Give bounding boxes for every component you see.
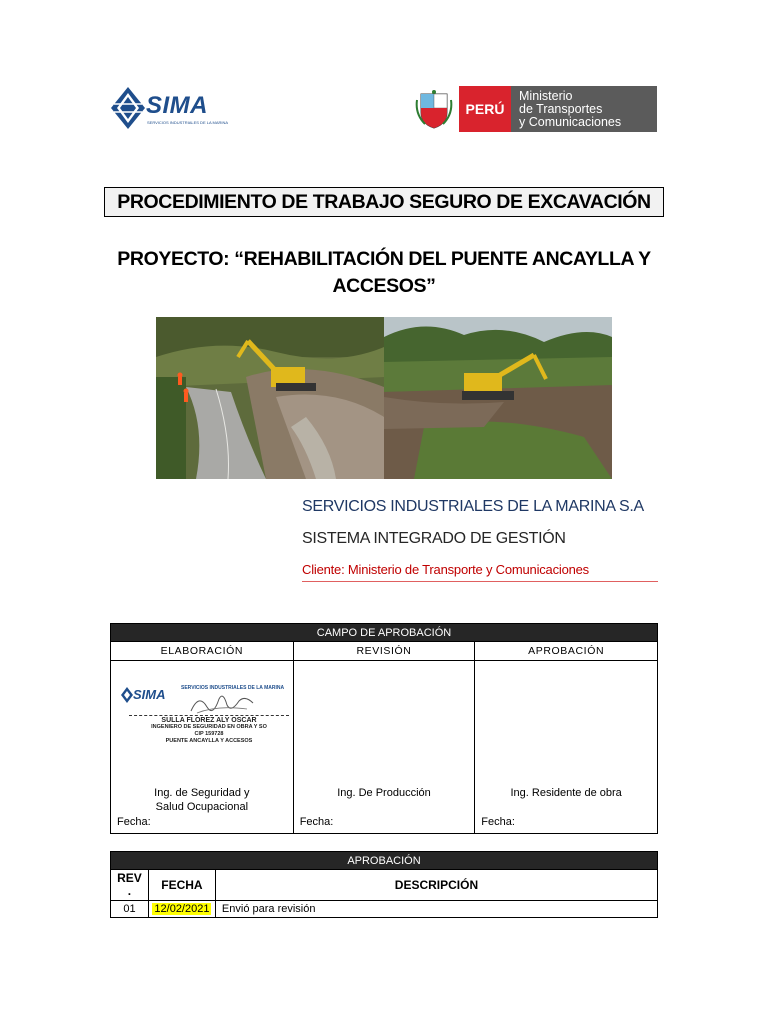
signature-cell-elaboracion [111, 661, 294, 834]
column-rev: REV . [111, 870, 149, 901]
handwritten-signature-icon [187, 691, 257, 717]
column-aprobacion: APROBACIÓN [475, 642, 658, 661]
project-title-line-1: PROYECTO: “REHABILITACIÓN DEL PUENTE ANCAYLLA Y [117, 248, 651, 270]
approval-field-table [110, 623, 658, 834]
sima-logo-subtitle: SERVICIOS INDUSTRIALES DE LA MARINA [147, 120, 229, 125]
project-title-line-2: ACCESOS” [332, 275, 436, 297]
column-fecha: FECHA [148, 870, 215, 901]
fecha-label-aprobacion: Fecha: [481, 816, 515, 828]
excavation-photo-field [384, 317, 612, 479]
sima-logo-text: SIMA [146, 92, 208, 119]
ministry-line-1: Ministerio [519, 89, 573, 103]
ministry-name [511, 86, 657, 132]
role-revision: Ing. De Producción [337, 787, 431, 799]
column-revision: REVISIÓN [293, 642, 475, 661]
approval-log-table [110, 851, 658, 918]
stamp-text [129, 717, 289, 745]
table-row [111, 901, 658, 918]
signature-cell-aprobacion [475, 661, 658, 834]
peru-label: PERÚ [459, 86, 511, 132]
column-elaboracion: ELABORACIÓN [111, 642, 294, 661]
fecha-label-revision: Fecha: [299, 816, 334, 828]
row-fecha-value: 12/02/2021 [154, 903, 210, 915]
document-header [110, 82, 658, 134]
stamp-person-name: SULLA FLOREZ ALY OSCAR [161, 717, 257, 724]
sima-diamond-icon [110, 86, 146, 130]
stamp-project: PUENTE ANCAYLLA Y ACCESOS [165, 738, 253, 744]
signature-stamp [129, 683, 289, 753]
role-aprobacion: Ing. Residente de obra [510, 787, 622, 799]
ministry-line-2: de Transportes [519, 102, 603, 116]
stamp-org: SERVICIOS INDUSTRIALES DE LA MARINA [181, 685, 285, 691]
column-descripcion: DESCRIPCIÓN [215, 870, 657, 901]
document-title: PROCEDIMIENTO DE TRABAJO SEGURO DE EXCAVACIÓN [104, 187, 664, 217]
approval-log-header: APROBACIÓN [111, 852, 658, 870]
stamp-logo-text: SIMA [133, 687, 166, 702]
role-elaboracion: Ing. de Seguridad y Salud Ocupacional [154, 787, 250, 813]
ministry-line-3: y Comunicaciones [519, 115, 622, 129]
row-fecha [148, 901, 215, 918]
ministry-logo [415, 84, 658, 132]
stamp-cip: CIP 159728 [194, 731, 224, 737]
project-title [90, 246, 678, 300]
peru-coat-of-arms-icon [415, 90, 453, 130]
row-rev: 01 [111, 901, 149, 918]
stamp-divider [129, 715, 289, 716]
row-descripcion: Envió para revisión [215, 901, 657, 918]
stamp-person-role: INGENIERO DE SEGURIDAD EN OBRA Y SO [151, 724, 267, 730]
company-name: SERVICIOS INDUSTRIALES DE LA MARINA S.A [302, 498, 644, 515]
client-line: Cliente: Ministerio de Transporte y Comunicaciones [302, 562, 658, 582]
sima-logo [110, 84, 235, 132]
management-system: SISTEMA INTEGRADO DE GESTIÓN [302, 530, 566, 547]
signature-cell-revision [293, 661, 475, 834]
excavation-photo-road [156, 317, 384, 479]
approval-field-header: CAMPO DE APROBACIÓN [111, 624, 658, 642]
stamp-sima-icon [121, 687, 133, 703]
fecha-label-elaboracion: Fecha: [117, 816, 151, 828]
